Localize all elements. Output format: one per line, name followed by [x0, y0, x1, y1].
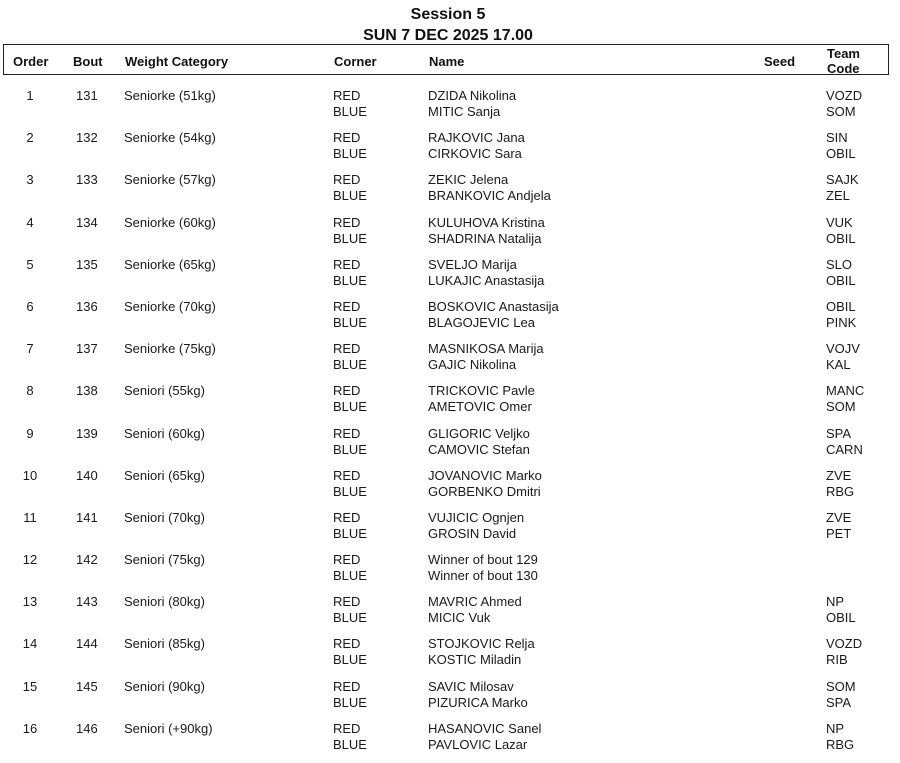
blue-corner-label: BLUE — [333, 146, 367, 162]
red-corner-label: RED — [333, 509, 361, 525]
bout-list — [0, 88, 900, 763]
table-row — [0, 299, 900, 341]
table-row — [0, 130, 900, 172]
table-row — [0, 721, 900, 763]
bout-number: 146 — [76, 720, 98, 736]
weight-category: Seniorke (75kg) — [124, 341, 216, 357]
red-corner-label: RED — [333, 552, 361, 568]
bout-number: 144 — [76, 636, 98, 652]
red-corner-label: RED — [333, 214, 361, 230]
column-header-order: Order — [13, 54, 49, 69]
blue-corner-label: BLUE — [333, 272, 367, 288]
bout-number: 131 — [76, 88, 98, 103]
blue-corner-label: BLUE — [333, 230, 367, 246]
column-header-corner: Corner — [334, 54, 377, 69]
red-corner-label: RED — [333, 383, 361, 399]
red-athlete-name: ZEKIC Jelena — [428, 172, 509, 188]
red-team-code: SIN — [826, 130, 848, 146]
bout-number: 139 — [76, 425, 98, 441]
blue-corner-label: BLUE — [333, 694, 367, 710]
weight-category: Seniori (+90kg) — [124, 720, 213, 736]
red-team-code: ZVE — [826, 509, 852, 525]
bout-order: 10 — [22, 467, 38, 483]
red-corner-label: RED — [333, 636, 361, 652]
table-row — [0, 510, 900, 552]
blue-team-code: OBIL — [826, 146, 856, 162]
red-corner-label: RED — [333, 256, 361, 272]
red-corner-label: RED — [333, 425, 361, 441]
table-row — [0, 426, 900, 468]
weight-category: Seniori (70kg) — [124, 509, 205, 525]
red-athlete-name: SAVIC Milosav — [428, 678, 514, 694]
red-team-code: ZVE — [826, 467, 852, 483]
column-header-team-line2: Code — [827, 61, 860, 76]
blue-corner-label: BLUE — [333, 104, 367, 119]
weight-category: Seniori (75kg) — [124, 552, 205, 568]
blue-team-code: OBIL — [826, 610, 856, 626]
bout-number: 133 — [76, 172, 98, 188]
red-athlete-name: SVELJO Marija — [428, 256, 517, 272]
weight-category: Seniorke (51kg) — [124, 88, 216, 103]
blue-athlete-name: MITIC Sanja — [428, 104, 501, 119]
table-row — [0, 636, 900, 678]
red-athlete-name: KULUHOVA Kristina — [428, 214, 545, 230]
table-row — [0, 341, 900, 383]
red-corner-label: RED — [333, 172, 361, 188]
red-team-code: VOZD — [826, 636, 863, 652]
blue-corner-label: BLUE — [333, 314, 367, 330]
red-athlete-name: STOJKOVIC Relja — [428, 636, 535, 652]
red-team-code: SAJK — [826, 172, 859, 188]
column-header-bout: Bout — [73, 54, 103, 69]
red-team-code: VOZD — [826, 88, 863, 103]
weight-category: Seniori (65kg) — [124, 467, 205, 483]
blue-team-code: SOM — [826, 104, 856, 119]
bout-number: 143 — [76, 594, 98, 610]
blue-team-code: ZEL — [826, 188, 850, 204]
bout-number: 138 — [76, 383, 98, 399]
blue-team-code: KAL — [826, 357, 851, 373]
blue-team-code: PINK — [826, 314, 857, 330]
red-team-code: VOJV — [826, 341, 860, 357]
red-corner-label: RED — [333, 88, 361, 103]
blue-team-code: OBIL — [826, 272, 856, 288]
blue-team-code: SOM — [826, 399, 856, 415]
table-row — [0, 215, 900, 257]
blue-team-code: RBG — [826, 483, 855, 499]
blue-team-code: OBIL — [826, 230, 856, 246]
red-corner-label: RED — [333, 467, 361, 483]
red-athlete-name: TRICKOVIC Pavle — [428, 383, 535, 399]
blue-corner-label: BLUE — [333, 399, 367, 415]
bout-order: 8 — [26, 383, 34, 399]
blue-corner-label: BLUE — [333, 652, 367, 668]
red-corner-label: RED — [333, 678, 361, 694]
red-team-code: SPA — [826, 425, 852, 441]
weight-category: Seniori (85kg) — [124, 636, 205, 652]
weight-category: Seniorke (65kg) — [124, 256, 216, 272]
red-corner-label: RED — [333, 130, 361, 146]
red-team-code: SLO — [826, 256, 853, 272]
bout-order: 15 — [22, 678, 38, 694]
blue-athlete-name: GORBENKO Dmitri — [428, 483, 541, 499]
bout-order: 13 — [22, 594, 38, 610]
table-row — [0, 552, 900, 594]
blue-corner-label: BLUE — [333, 525, 367, 541]
column-header-seed: Seed — [764, 54, 796, 69]
bout-number: 137 — [76, 341, 98, 357]
bout-order: 11 — [23, 509, 37, 525]
red-athlete-name: MASNIKOSA Marija — [428, 341, 544, 357]
bout-order: 16 — [22, 720, 38, 736]
weight-category: Seniori (55kg) — [124, 383, 205, 399]
blue-athlete-name: CAMOVIC Stefan — [428, 441, 530, 457]
column-header-name: Name — [429, 54, 465, 69]
weight-category: Seniori (80kg) — [124, 594, 205, 610]
red-team-code: VUK — [826, 214, 853, 230]
bout-order: 7 — [26, 341, 34, 357]
blue-corner-label: BLUE — [333, 357, 367, 373]
blue-athlete-name: AMETOVIC Omer — [428, 399, 532, 415]
weight-category: Seniorke (57kg) — [124, 172, 216, 188]
red-team-code: NP — [826, 720, 845, 736]
bout-order: 9 — [26, 425, 34, 441]
blue-team-code: RIB — [826, 652, 848, 668]
column-header-weight-category: Weight Category — [125, 54, 229, 69]
red-corner-label: RED — [333, 341, 361, 357]
bout-order: 5 — [26, 256, 34, 272]
bout-order: 12 — [22, 552, 38, 568]
weight-category: Seniori (60kg) — [124, 425, 205, 441]
red-athlete-name: GLIGORIC Veljko — [428, 425, 530, 441]
red-corner-label: RED — [333, 298, 361, 314]
red-athlete-name: JOVANOVIC Marko — [428, 467, 542, 483]
table-row — [0, 468, 900, 510]
blue-team-code: SPA — [826, 694, 852, 710]
red-team-code: OBIL — [826, 298, 856, 314]
bout-order: 3 — [26, 172, 34, 188]
table-row — [0, 172, 900, 214]
table-header — [3, 44, 889, 75]
blue-athlete-name: KOSTIC Miladin — [428, 652, 522, 668]
blue-corner-label: BLUE — [333, 736, 367, 752]
bout-number: 141 — [76, 509, 98, 525]
blue-athlete-name: CIRKOVIC Sara — [428, 146, 522, 162]
blue-corner-label: BLUE — [333, 568, 367, 584]
red-athlete-name: VUJICIC Ognjen — [428, 509, 525, 525]
blue-athlete-name: BLAGOJEVIC Lea — [428, 314, 535, 330]
blue-athlete-name: GROSIN David — [428, 525, 517, 541]
blue-corner-label: BLUE — [333, 188, 367, 204]
red-athlete-name: RAJKOVIC Jana — [428, 130, 525, 146]
red-corner-label: RED — [333, 594, 361, 610]
bout-number: 145 — [76, 678, 98, 694]
table-row — [0, 679, 900, 721]
bout-number: 136 — [76, 298, 98, 314]
red-athlete-name: DZIDA Nikolina — [428, 88, 517, 103]
session-datetime: SUN 7 DEC 2025 17.00 — [363, 27, 533, 44]
red-athlete-name: HASANOVIC Sanel — [428, 720, 542, 736]
blue-corner-label: BLUE — [333, 610, 367, 626]
red-athlete-name: MAVRIC Ahmed — [428, 594, 522, 610]
weight-category: Seniori (90kg) — [124, 678, 205, 694]
blue-team-code: PET — [826, 525, 852, 541]
blue-team-code: CARN — [826, 441, 863, 457]
session-title: Session 5 — [410, 6, 486, 23]
bout-number: 142 — [76, 552, 98, 568]
bout-order: 1 — [26, 88, 34, 103]
weight-category: Seniorke (70kg) — [124, 298, 216, 314]
bout-order: 14 — [22, 636, 38, 652]
red-team-code: NP — [826, 594, 845, 610]
blue-athlete-name: GAJIC Nikolina — [428, 357, 517, 373]
blue-athlete-name: PIZURICA Marko — [428, 694, 528, 710]
blue-corner-label: BLUE — [333, 441, 367, 457]
blue-athlete-name: PAVLOVIC Lazar — [428, 736, 528, 752]
blue-athlete-name: SHADRINA Natalija — [428, 230, 542, 246]
red-athlete-name: Winner of bout 129 — [428, 552, 538, 568]
table-row — [0, 88, 900, 130]
red-team-code: SOM — [826, 678, 856, 694]
weight-category: Seniorke (60kg) — [124, 214, 216, 230]
red-team-code: MANC — [826, 383, 865, 399]
table-row — [0, 257, 900, 299]
blue-corner-label: BLUE — [333, 483, 367, 499]
bout-number: 135 — [76, 256, 98, 272]
bout-order: 4 — [26, 214, 34, 230]
table-row — [0, 383, 900, 425]
blue-team-code: RBG — [826, 736, 855, 752]
weight-category: Seniorke (54kg) — [124, 130, 216, 146]
red-athlete-name: BOSKOVIC Anastasija — [428, 298, 559, 314]
column-header-team-line1: Team — [827, 46, 860, 61]
bout-number: 140 — [76, 467, 98, 483]
bout-order: 6 — [26, 298, 34, 314]
red-corner-label: RED — [333, 720, 361, 736]
bout-order: 2 — [26, 130, 34, 146]
bout-number: 132 — [76, 130, 98, 146]
bout-number: 134 — [76, 214, 98, 230]
blue-athlete-name: Winner of bout 130 — [428, 568, 538, 584]
table-row — [0, 594, 900, 636]
blue-athlete-name: LUKAJIC Anastasija — [428, 272, 545, 288]
blue-athlete-name: MICIC Vuk — [428, 610, 491, 626]
blue-athlete-name: BRANKOVIC Andjela — [428, 188, 551, 204]
